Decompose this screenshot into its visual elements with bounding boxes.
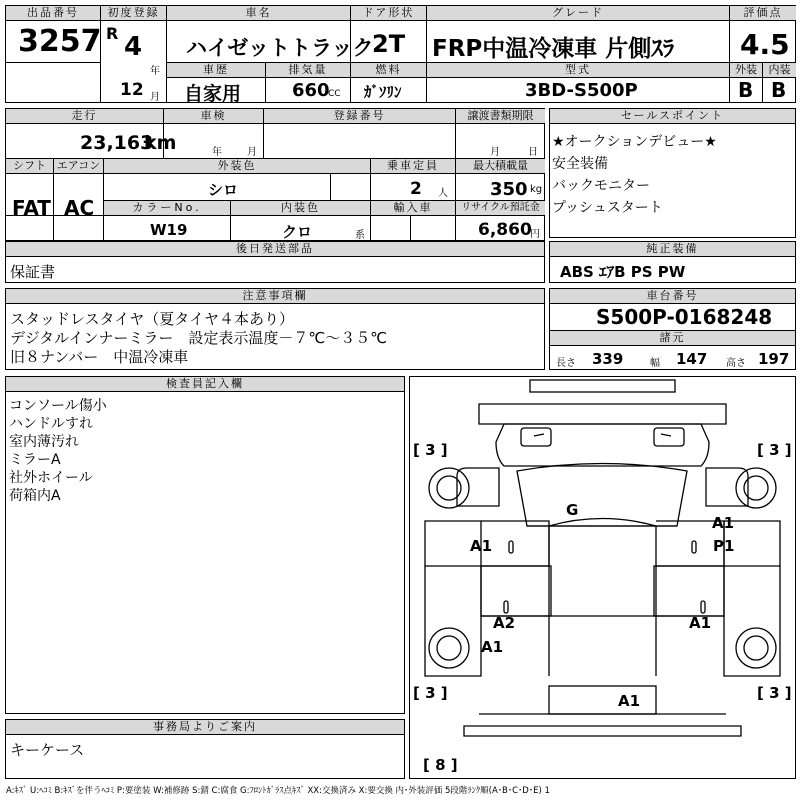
import-label: 輸入車 [371, 201, 455, 216]
disp-unit: CC [328, 89, 341, 99]
mileage-label: 走行 [6, 109, 163, 124]
recycle-unit: 円 [530, 229, 540, 240]
intcolor-label: 内装色 [231, 201, 370, 216]
truck-outline-diagram [409, 376, 796, 779]
capacity-unit: 人 [438, 188, 448, 199]
height: 197 [758, 350, 790, 368]
equipment-label: 純正装備 [550, 242, 795, 257]
inspector-line: 荷箱内A [9, 488, 61, 504]
month-unit: 月 [150, 92, 160, 103]
color: シロ [208, 181, 239, 199]
recycle-label: リサイクル預託金 [456, 201, 545, 216]
door-label: ドア形状 [351, 6, 426, 21]
damage-mark: [ 3 ] [413, 441, 448, 459]
later-parts-label: 後日発送部品 [6, 242, 544, 257]
inspector-line: 社外ホイール [9, 470, 93, 486]
inspector-label: 検査員記入欄 [6, 377, 404, 392]
reg-year: 4 [124, 32, 143, 62]
dims-label: 諸元 [550, 331, 795, 346]
length-label: 長さ [556, 358, 576, 369]
legend: A:ｷｽﾞ U:ﾍｺﾐ B:ｷｽﾞを伴うﾍｺﾐ P:要塗装 W:補修跡 S:錆 C:腐食 G:ﾌﾛﾝﾄｶﾞﾗｽ点ｷｽﾞ XX:交換済み X:要交換 内･外装評価 5段階ﾗﾝｸ順(A･B･C･D･E) 1 [6, 786, 550, 796]
sales-point-item: 安全装備 [552, 156, 608, 172]
damage-mark: A1 [712, 514, 735, 532]
mileage: 23,163 [80, 132, 154, 154]
recycle: 6,860 [478, 220, 532, 240]
lot-number: 3257 [18, 24, 102, 59]
inspector-line: コンソール傷小 [9, 398, 107, 414]
score: 4.5 [740, 28, 790, 61]
era: R [106, 24, 119, 43]
transfer-month: 月 [490, 147, 500, 158]
damage-mark: [ 3 ] [757, 441, 792, 459]
damage-mark: A1 [618, 692, 641, 710]
sales-point-item: プッシュスタート [552, 200, 663, 216]
color-label: 外装色 [104, 159, 370, 174]
model: 3BD-S500P [525, 80, 638, 101]
history: 自家用 [184, 83, 242, 105]
history-label: 車歴 [167, 63, 265, 78]
intcolor-unit: 系 [355, 230, 365, 241]
name-label: 車名 [167, 6, 350, 21]
inspect-label: 車検 [164, 109, 263, 124]
inspect-month: 月 [247, 147, 257, 158]
width: 147 [676, 350, 708, 368]
intcolor: クロ [282, 223, 313, 241]
later-parts-value: 保証書 [10, 263, 56, 281]
mileage-unit: km [144, 132, 177, 154]
inspect-year: 年 [212, 147, 222, 158]
sales-point-label: セールスポイント [550, 109, 795, 124]
inspector-line: ハンドルすれ [9, 416, 93, 432]
damage-mark: [ 8 ] [423, 756, 458, 774]
ext-grade: B [738, 78, 754, 102]
note-line: 旧８ナンバー 中温冷凍車 [10, 348, 189, 366]
inspector-line: 室内薄汚れ [9, 434, 79, 450]
damage-mark: A1 [481, 638, 504, 656]
spec-block [5, 108, 545, 241]
load-unit: kg [530, 184, 543, 195]
int-grade: B [771, 78, 787, 102]
office-label: 事務局よりご案内 [6, 720, 404, 735]
ac: AC [64, 196, 95, 220]
disp-label: 排気量 [266, 63, 350, 78]
ac-label: エアコン [54, 159, 103, 174]
reg-label: 初度登録 [101, 6, 166, 21]
chassis-number: S500P-0168248 [596, 305, 773, 329]
capacity-label: 乗車定員 [371, 159, 455, 174]
transfer-day: 日 [528, 147, 538, 158]
equipment-value: ABS ｴｱB PS PW [560, 263, 686, 281]
displacement: 660 [292, 80, 330, 101]
model-label: 型式 [427, 63, 729, 78]
notes-label: 注意事項欄 [6, 289, 544, 304]
int-label: 内装 [763, 63, 796, 78]
damage-mark: A1 [689, 614, 712, 632]
grade: FRP中温冷凍車 片側ｽﾗ [432, 36, 675, 62]
score-label: 評価点 [730, 6, 796, 21]
damage-mark: G [566, 501, 579, 519]
colorno: W19 [150, 221, 188, 239]
inspector-line: ミラーA [9, 452, 61, 468]
damage-mark: A2 [493, 614, 516, 632]
plate-label: 登録番号 [264, 109, 455, 124]
year-unit: 年 [150, 66, 160, 77]
lot-label: 出品番号 [6, 6, 100, 21]
door-type: 2T [372, 30, 406, 58]
load: 350 [490, 179, 528, 200]
chassis-label: 車台番号 [550, 289, 795, 304]
damage-mark: A1 [470, 537, 493, 555]
note-line: デジタルインナーミラー 設定表示温度－７℃～３５℃ [10, 329, 388, 347]
sales-point-item: ★オークションデビュー★ [552, 134, 717, 150]
damage-mark: P1 [713, 537, 735, 555]
car-name: ハイゼットトラック [186, 36, 374, 60]
length: 339 [592, 350, 624, 368]
damage-mark: [ 3 ] [413, 684, 448, 702]
colorno-label: カラーNo. [104, 201, 230, 216]
width-label: 幅 [650, 358, 660, 369]
note-line: スタッドレスタイヤ（夏タイヤ４本あり） [10, 310, 294, 328]
sales-point-item: バックモニター [552, 178, 650, 194]
ext-label: 外装 [730, 63, 762, 78]
fuel-label: 燃料 [351, 63, 426, 78]
grade-label: グレード [427, 6, 729, 21]
office-value: キーケース [10, 741, 85, 759]
fuel: ｶﾞｿﾘﾝ [364, 83, 402, 101]
shift-label: シフト [6, 159, 53, 174]
damage-mark: [ 3 ] [757, 684, 792, 702]
height-label: 高さ [726, 358, 746, 369]
shift: FAT [12, 196, 51, 220]
transfer-label: 譲渡書類期限 [456, 109, 545, 124]
capacity: 2 [410, 179, 422, 199]
load-label: 最大積載量 [456, 159, 545, 174]
sales-point-block [549, 108, 796, 238]
reg-month: 12 [120, 80, 144, 100]
